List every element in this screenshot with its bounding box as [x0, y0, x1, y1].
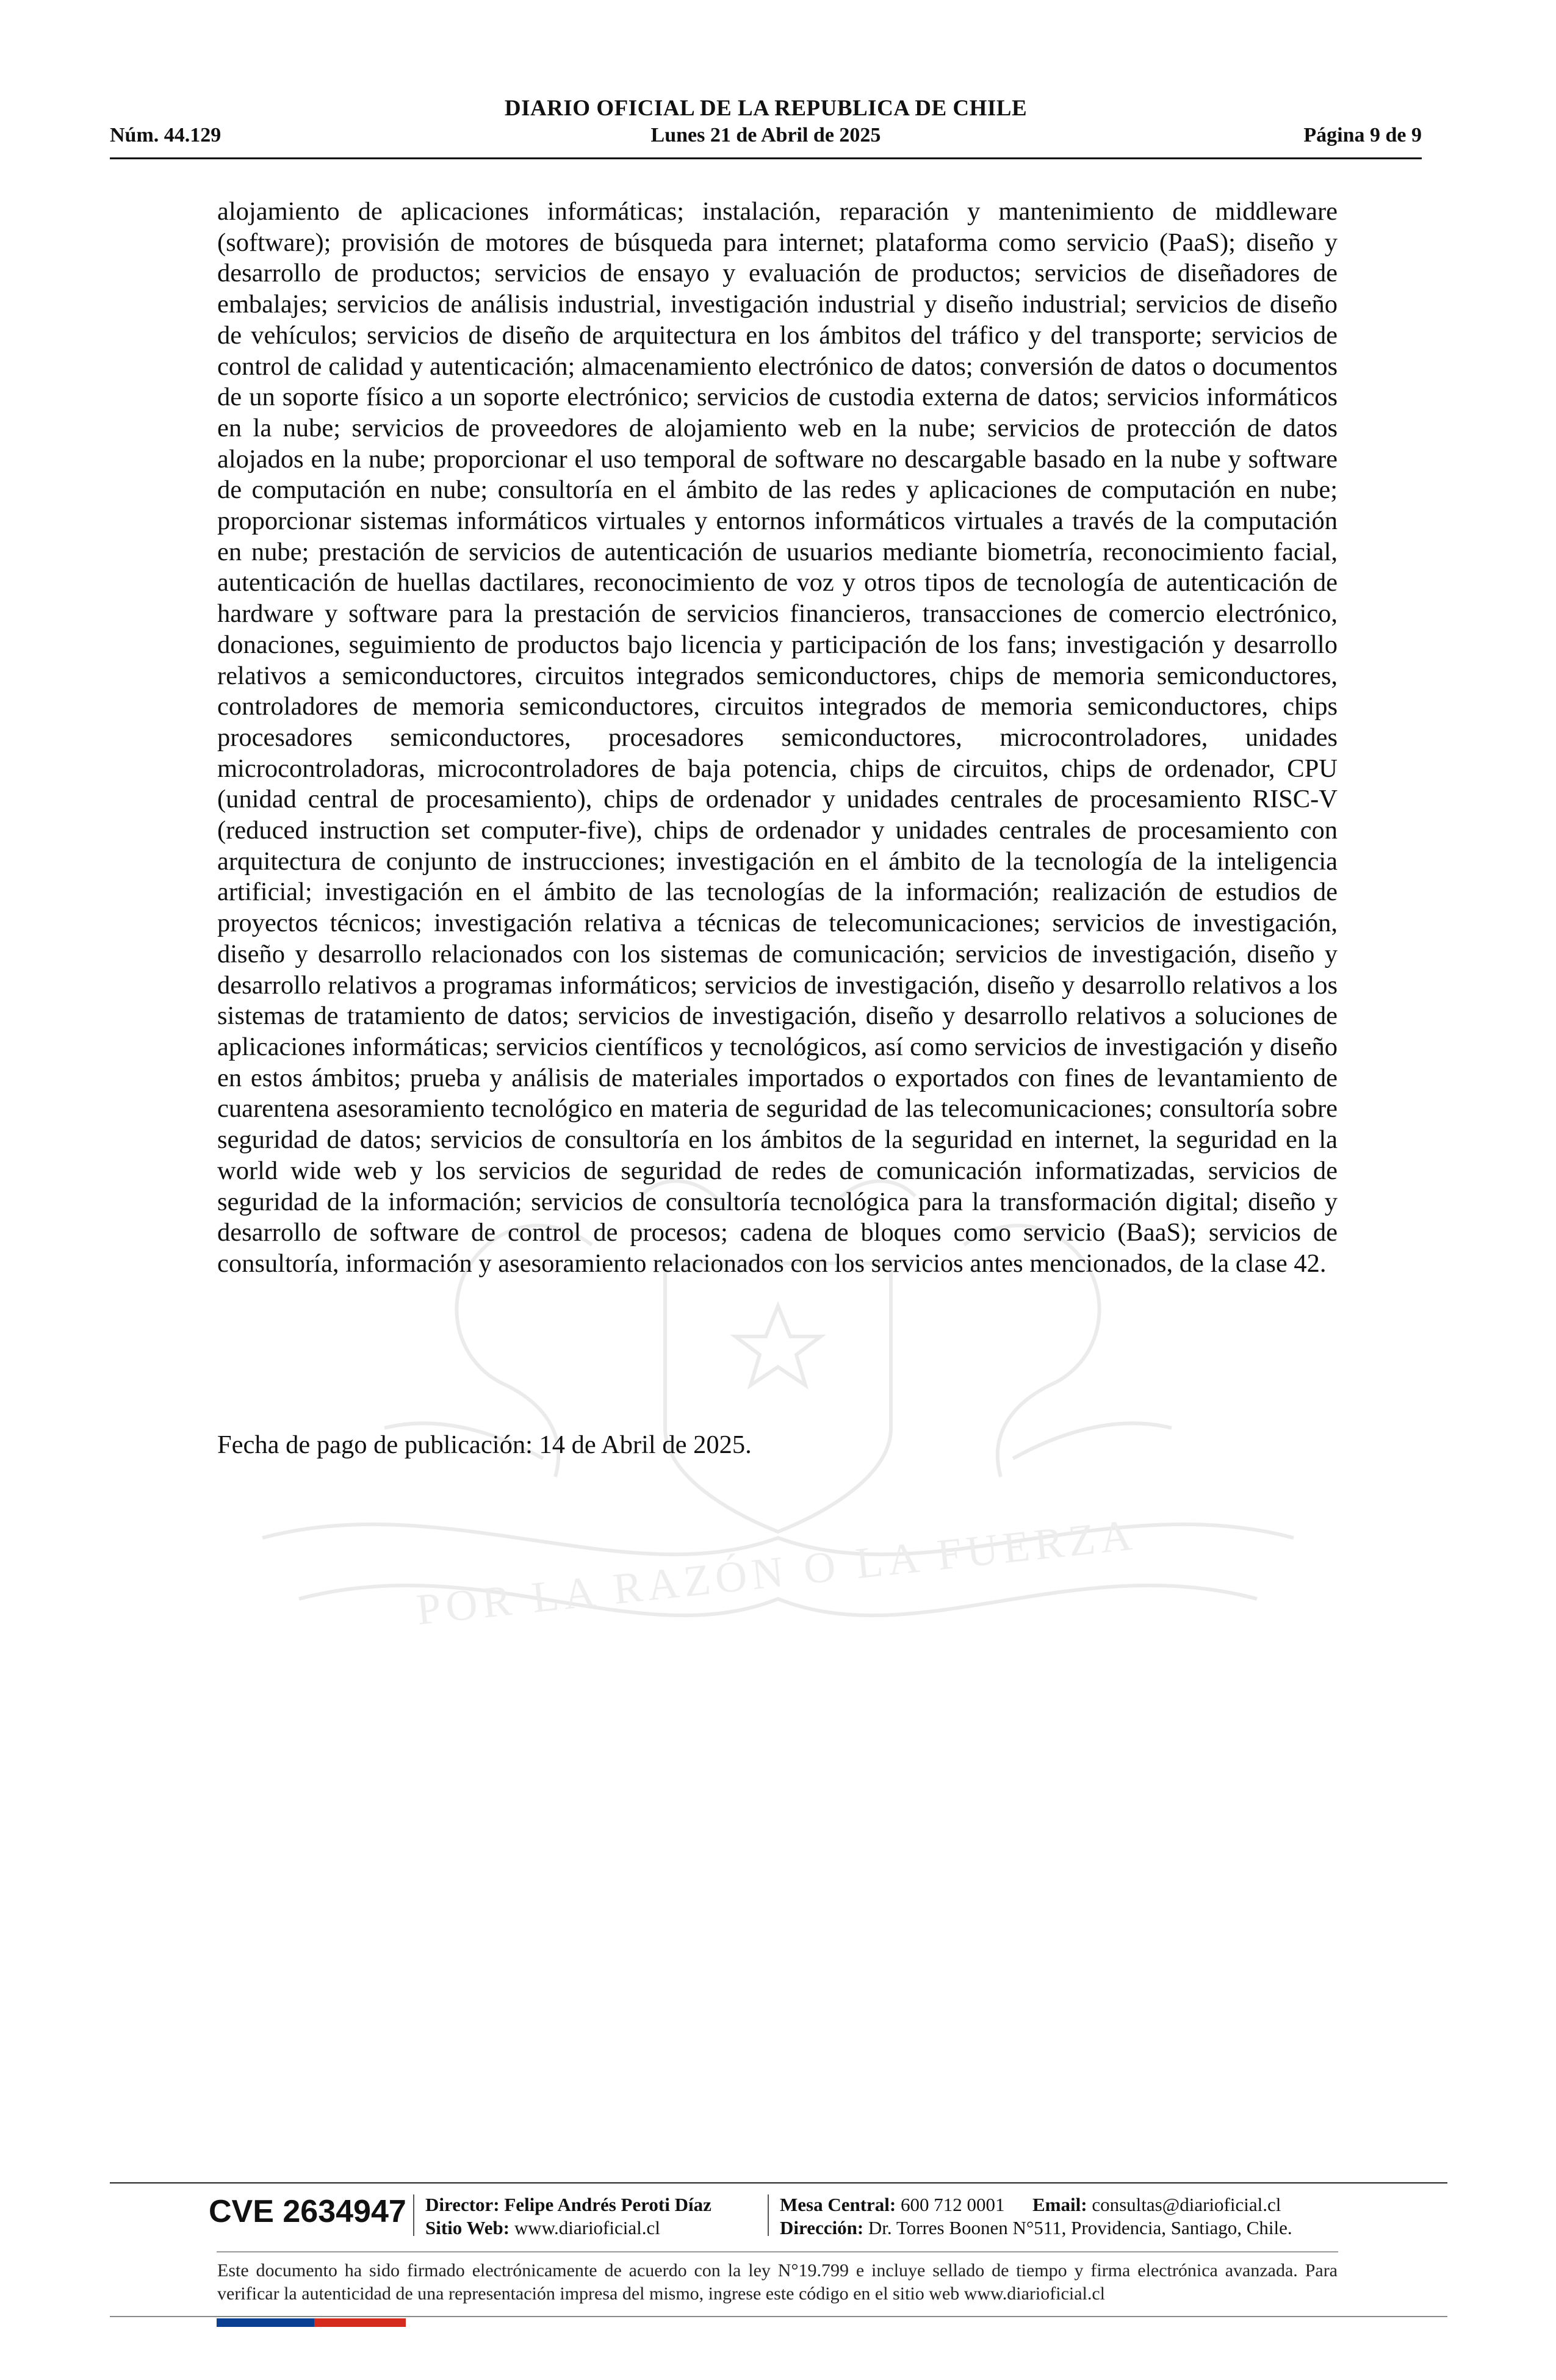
- email-link[interactable]: consultas@diarioficial.cl: [1092, 2194, 1281, 2215]
- address-label: Dirección:: [780, 2217, 864, 2238]
- footer-separator-1: [413, 2194, 414, 2236]
- website-link[interactable]: www.diarioficial.cl: [514, 2217, 660, 2238]
- contact-block: [780, 2193, 1292, 2240]
- body-paragraph: alojamiento de aplicaciones informáticas; instalación, reparación y mantenimiento de middleware (software); provisión de motores de búsqueda para internet; plataforma como servicio (PaaS); diseño y desarrollo de productos; servicios de ensayo y evaluación de productos; servicios de diseñadores de embalajes; servicios de análisis industrial, investigación industrial y diseño industrial; servicios de diseño de vehículos; servicios de diseño de arquitectura en los ámbitos del tráfico y del transporte; servicios de control de calidad y autenticación; almacenamiento electrónico de datos; conversión de datos o documentos de un soporte físico a un soporte electrónico; servicios de custodia externa de datos; servicios informáticos en la nube; servicios de proveedores de alojamiento web en la nube; servicios de protección de datos alojados en la nube; proporcionar el uso temporal de software no descargable basado en la nube y software de computación en nube; consultoría en el ámbito de las redes y aplicaciones de computación en nube; proporcionar sistemas informáticos virtuales y entornos informáticos virtuales a través de la computación en nube; prestación de servicios de autenticación de usuarios mediante biometría, reconocimiento facial, autenticación de huellas dactilares, reconocimiento de voz y otros tipos de tecnología de autenticación de hardware y software para la prestación de servicios financieros, transacciones de comercio electrónico, donaciones, seguimiento de productos bajo licencia y participación de los fans; investigación y desarrollo relativos a semiconductores, circuitos integrados semiconductores, chips de memoria semiconductores, controladores de memoria semiconductores, circuitos integrados de memoria semiconductores, chips procesadores semiconductores, procesadores semiconductores, microcontroladores, unidades microcontroladoras, microcontroladores de baja potencia, chips de circuitos, chips de ordenador, CPU (unidad central de procesamiento), chips de ordenador y unidades centrales de procesamiento RISC-V (reduced instruction set computer-five), chips de ordenador y unidades centrales de procesamiento con arquitectura de conjunto de instrucciones; investigación en el ámbito de la tecnología de la inteligencia artificial; investigación en el ámbito de las tecnologías de la información; realización de estudios de proyectos técnicos; investigación relativa a técnicas de telecomunicaciones; servicios de investigación, diseño y desarrollo relacionados con los sistemas de comunicación; servicios de investigación, diseño y desarrollo relativos a programas informáticos; servicios de investigación, diseño y desarrollo relativos a los sistemas de tratamiento de datos; servicios de investigación, diseño y desarrollo relativos a soluciones de aplicaciones informáticas; servicios científicos y tecnológicos, así como servicios de investigación y diseño en estos ámbitos; prueba y análisis de materiales importados o exportados con fines de levantamiento de cuarentena asesoramiento tecnológico en materia de seguridad de las telecomunicaciones; consultoría sobre seguridad de datos; servicios de consultoría en los ámbitos de la seguridad en internet, la seguridad en la world wide web y los servicios de seguridad de redes de comunicación informatizadas, servicios de seguridad de la información; servicios de consultoría tecnológica para la transformación digital; diseño y desarrollo de software de control de procesos; cadena de bloques como servicio (BaaS); servicios de consultoría, información y asesoramiento relacionados con los servicios antes mencionados, de la clase 42.: [217, 197, 1338, 1278]
- watermark-motto: POR LA RAZÓN O LA FUERZA: [414, 1510, 1139, 1634]
- website-line: [425, 2216, 711, 2240]
- director-line: [425, 2193, 711, 2216]
- contact-line: [780, 2193, 1292, 2216]
- cve-code: CVE 2634947: [209, 2194, 406, 2229]
- phone-number: 600 712 0001: [901, 2194, 1005, 2215]
- footer-middle-divider: [217, 2251, 1338, 2252]
- issue-date: Lunes 21 de Abril de 2025: [650, 124, 881, 146]
- phone-label: Mesa Central:: [780, 2194, 896, 2215]
- legal-notice: Este documento ha sido firmado electrónicamente de acuerdo con la ley N°19.799 e incluye sellado de tiempo y firma electrónica avanzada. Para verificar la autenticidad de una representación impresa del mismo, ingrese este código en el sitio web www.diarioficial.cl: [217, 2260, 1338, 2304]
- masthead: [110, 90, 1422, 159]
- page-indicator: Página 9 de 9: [1303, 124, 1422, 146]
- address-text: Dr. Torres Boonen N°511, Providencia, Santiago, Chile.: [868, 2217, 1292, 2238]
- director-label: Director:: [425, 2194, 500, 2215]
- footer-bottom-divider: [110, 2316, 1447, 2317]
- email-label: Email:: [1032, 2194, 1087, 2215]
- address-line: [780, 2216, 1292, 2240]
- director-name: Felipe Andrés Peroti Díaz: [504, 2194, 711, 2215]
- flag-stripe-blue: [217, 2318, 314, 2327]
- issue-number: Núm. 44.129: [110, 124, 222, 146]
- website-label: Sitio Web:: [425, 2217, 510, 2238]
- newspaper-title: DIARIO OFICIAL DE LA REPUBLICA DE CHILE: [504, 96, 1028, 121]
- footer-top-divider: [110, 2182, 1447, 2183]
- director-block: [425, 2193, 711, 2240]
- payment-date: Fecha de pago de publicación: 14 de Abril de 2025.: [217, 1430, 752, 1459]
- flag-stripe-red: [314, 2318, 406, 2327]
- footer-separator-2: [768, 2194, 769, 2236]
- flag-stripe: [217, 2318, 406, 2327]
